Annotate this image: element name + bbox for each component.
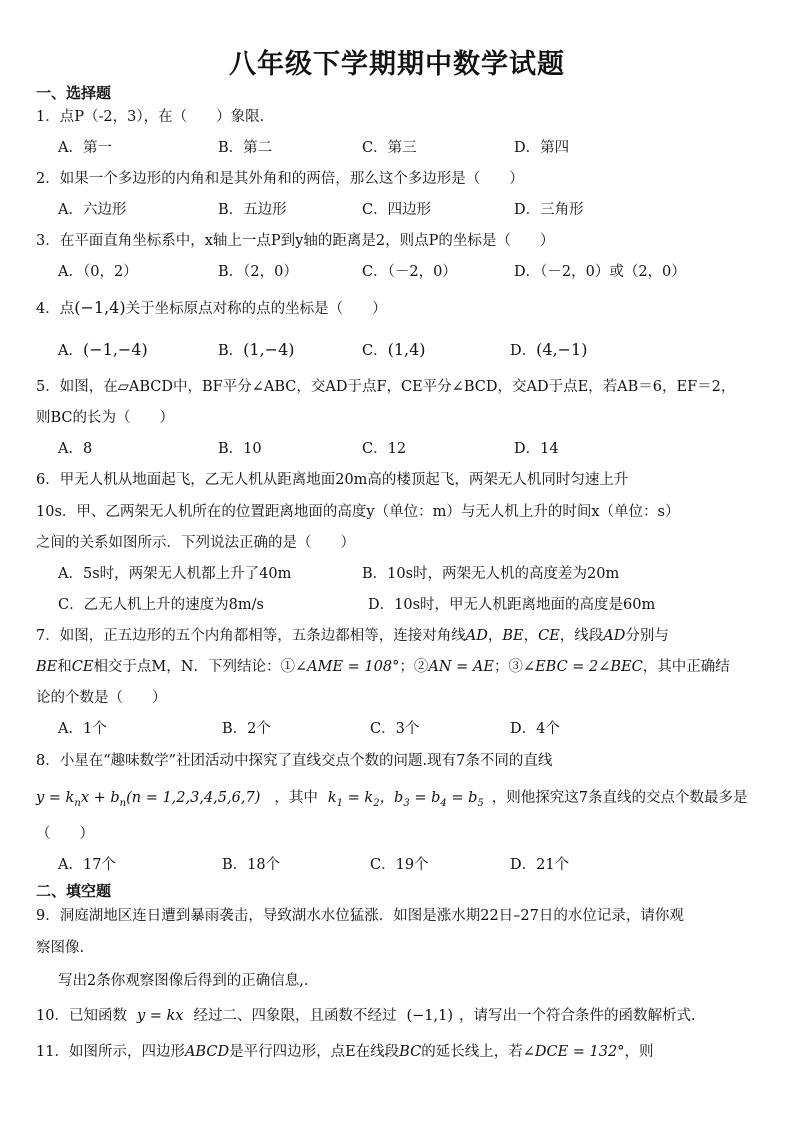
option-label: D．: [510, 343, 537, 359]
page-title: 八年级下学期期中数学试题: [229, 49, 565, 80]
question-3-stem: 3．在平面直角坐标系中，x轴上一点P到y轴的距离是2，则点P的坐标是（ ）: [36, 233, 555, 249]
question-4-stem-pre: 4．点: [36, 301, 75, 317]
question-9-line-2: 察图像.: [36, 940, 85, 956]
question-6-line-2: 10s．甲、乙两架无人机所在的位置距离地面的高度y（单位：m）与无人机上升的时间x（单位：s）: [36, 504, 680, 520]
text-run: 10．已知函数: [36, 1008, 127, 1024]
text-run: 和: [57, 659, 72, 675]
text-run: 11．如图所示，四边形: [36, 1044, 185, 1060]
question-7-option-a: A．1个: [58, 721, 107, 737]
formula-abcd: ABCD: [184, 1044, 230, 1060]
question-2-option-a: A．六边形: [58, 202, 127, 218]
question-3-option-d: D．（－2，0）或（2，0）: [514, 264, 686, 280]
text-run: ；③: [493, 659, 523, 675]
text-run: 分别与: [625, 628, 669, 644]
question-7-line-1: [36, 626, 669, 646]
text-run: 相交于点M，N．下列结论：①: [93, 659, 295, 675]
formula-ce: CE: [538, 628, 560, 644]
question-1-option-b: B．第二: [218, 140, 273, 156]
option-formula: (1,4): [387, 340, 426, 359]
question-6-option-b: B．10s时，两架无人机的高度差为20m: [362, 566, 620, 582]
formula-bc: BC: [399, 1044, 422, 1060]
option-formula: (1,−4): [243, 340, 295, 359]
text-run: 7．如图，正五边形的五个内角都相等，五条边都相等，连接对角线: [36, 628, 466, 644]
text-run: ，: [523, 628, 539, 644]
formula-ad: AD: [603, 628, 626, 644]
question-3-option-a: A．（0，2）: [58, 264, 138, 280]
formula-line-equation: $y = k_nx + b_n(n = 1,2,3,4,5,6,7)$: [36, 790, 261, 809]
question-7-option-c: C．3个: [370, 721, 420, 737]
question-6-line-1: 6．甲无人机从地面起飞，乙无人机从距离地面20m高的楼顶起飞，两架无人机同时匀速上升: [36, 472, 629, 488]
formula-an-ae: AN = AE: [428, 659, 494, 675]
formula-point: (−1,1): [406, 1008, 454, 1024]
question-8-line-2: [36, 788, 748, 814]
text-run: ；②: [399, 659, 429, 675]
question-8-option-c: C．19个: [370, 857, 429, 873]
question-1-option-a: A．第一: [58, 140, 112, 156]
question-10-stem: [36, 1006, 696, 1026]
question-8-option-a: A．17个: [58, 857, 116, 873]
question-5-option-c: C．12: [362, 441, 407, 457]
formula-ce: CE: [71, 659, 94, 675]
question-6-option-d: D．10s时，甲无人机距离地面的高度是60m: [368, 597, 656, 613]
question-8-line-1: 8．小星在“趣味数学”社团活动中探究了直线交点个数的问题.现有7条不同的直线: [36, 753, 553, 769]
option-label: A．: [58, 343, 83, 359]
question-2-stem: 2．如果一个多边形的内角和是其外角和的两倍，那么这个多边形是（ ）: [36, 171, 524, 187]
text-run: ，线段: [559, 628, 604, 644]
question-4-point: (−1,4): [74, 298, 126, 317]
option-formula: (−1,−4): [82, 340, 148, 359]
question-3-option-b: B．（2，0）: [218, 264, 298, 280]
question-2-option-c: C．四边形: [362, 202, 432, 218]
question-5-line-1: 5．如图，在▱ABCD中，BF平分∠ABC，交AD于点F，CE平分∠BCD，交AD于点E，若AB＝6，EF＝2，: [36, 379, 736, 395]
question-1-stem: 1．点P（-2，3），在（ ）象限.: [36, 109, 265, 125]
question-7-option-d: D．4个: [510, 721, 560, 737]
question-6-option-c: C．乙无人机上升的速度为8m/s: [58, 597, 264, 613]
section-heading-fill: 二、填空题: [36, 882, 112, 900]
question-5-option-d: D．14: [514, 441, 559, 457]
question-4-option-b: [218, 340, 295, 361]
question-6-line-3: 之间的关系如图所示．下列说法正确的是（ ）: [36, 535, 355, 551]
question-5-option-b: B．10: [218, 441, 262, 457]
option-label: B．: [218, 343, 244, 359]
text-run: 的延长线上，若: [421, 1044, 523, 1060]
text-run: ，请写出一个符合条件的函数解析式.: [459, 1008, 696, 1024]
text-run: ，其中: [274, 790, 318, 806]
formula-ad: AD: [465, 628, 488, 644]
question-1-option-d: D．第四: [514, 140, 570, 156]
question-4-stem: [36, 298, 387, 319]
formula-be: BE: [36, 659, 58, 675]
text-run: 是平行四边形，点E在线段: [229, 1044, 400, 1060]
question-2-option-d: D．三角形: [514, 202, 584, 218]
formula-angle-dce: ∠DCE = 132°: [522, 1044, 625, 1060]
question-4-option-d: [510, 340, 587, 361]
question-8-line-3: （ ）: [36, 826, 94, 842]
text-run: 经过二、四象限，且函数不经过: [193, 1008, 397, 1024]
text-run: ，: [487, 628, 503, 644]
question-2-option-b: B．五边形: [218, 202, 287, 218]
formula-y-kx: y = kx: [136, 1008, 184, 1024]
formula-angle-ame: ∠AME = 108°: [294, 659, 400, 675]
formula-angle-ebc: ∠EBC = 2∠BEC: [522, 659, 643, 675]
question-3-option-c: C．（－2，0）: [362, 264, 457, 280]
question-7-option-b: B．2个: [222, 721, 271, 737]
question-5-line-2: 则BC的长为（ ）: [36, 410, 175, 426]
question-11-stem: [36, 1042, 653, 1062]
question-4-option-c: [362, 340, 426, 361]
option-label: C．: [362, 343, 388, 359]
question-5-option-a: A．8: [58, 441, 93, 457]
question-4-option-a: [58, 340, 148, 361]
text-run: ，其中正确结: [642, 659, 730, 675]
formula-conditions: $k_1 = k_2$，$b_3 = b_4 = b_5$: [327, 790, 484, 809]
question-6-option-a: A．5s时，两架无人机都上升了40m: [58, 566, 292, 582]
question-4-stem-post: 关于坐标原点对称的点的坐标是（ ）: [125, 301, 387, 317]
formula-be: BE: [502, 628, 524, 644]
question-9-line-3: 写出2条你观察图像后得到的正确信息,.: [58, 973, 309, 989]
question-9-line-1: 9．洞庭湖地区连日遭到暴雨袭击，导致湖水水位猛涨．如图是涨水期22日–27日的水位记录，请你观: [36, 908, 684, 924]
question-7-line-2: [36, 657, 730, 677]
question-1-option-c: C．第三: [362, 140, 417, 156]
text-run: ，则: [624, 1044, 654, 1060]
question-8-option-d: D．21个: [510, 857, 570, 873]
question-8-option-b: B．18个: [222, 857, 281, 873]
section-heading-choice: 一、选择题: [36, 84, 112, 102]
text-run: ，则他探究这7条直线的交点个数最多是: [491, 790, 748, 806]
question-7-line-3: 论的个数是（ ）: [36, 690, 167, 706]
option-formula: (4,−1): [536, 340, 588, 359]
